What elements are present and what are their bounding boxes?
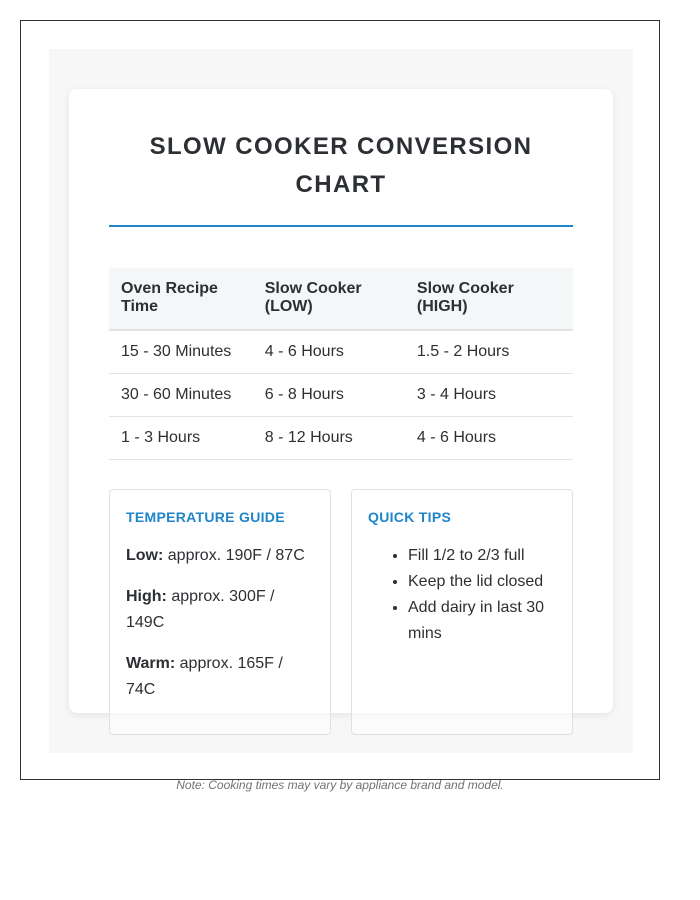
table-cell: 1 - 3 Hours (109, 417, 253, 460)
quick-tips-box (351, 489, 573, 735)
table-cell: 4 - 6 Hours (253, 330, 405, 374)
temperature-guide-box (109, 489, 331, 735)
temperature-value: approx. 165F / 74C (126, 655, 283, 698)
temperature-value: approx. 300F / 149C (126, 588, 275, 631)
table-cell: 6 - 8 Hours (253, 374, 405, 417)
temperature-guide-heading: TEMPERATURE GUIDE (126, 509, 285, 525)
table-row (109, 374, 573, 417)
table-cell: 3 - 4 Hours (405, 374, 573, 417)
list-item: • Fill 1/2 to 2/3 full (408, 543, 558, 569)
quick-tips-list (368, 543, 558, 647)
list-item: • Keep the lid closed (408, 569, 558, 595)
table-cell: 15 - 30 Minutes (109, 330, 253, 374)
footnote: Note: Cooking times may vary by appliance brand and model. (176, 778, 504, 792)
table-cell: 8 - 12 Hours (253, 417, 405, 460)
title-divider (109, 225, 573, 227)
table-row (109, 330, 573, 374)
table-cell: 30 - 60 Minutes (109, 374, 253, 417)
temperature-label: Warm: (126, 655, 176, 672)
temperature-item-low (126, 543, 316, 569)
temperature-item-high (126, 584, 316, 636)
column-header-low: Slow Cooker (LOW) (253, 268, 405, 330)
temperature-guide-list (126, 543, 316, 718)
column-header-oven: Oven Recipe Time (109, 268, 253, 330)
temperature-value: approx. 190F / 87C (167, 547, 305, 564)
temperature-label: High: (126, 588, 167, 605)
temperature-label: Low: (126, 547, 164, 564)
column-header-high: Slow Cooker (HIGH) (405, 268, 573, 330)
table-row (109, 417, 573, 460)
list-item: • Add dairy in last 30 mins (408, 595, 558, 647)
temperature-item-warm (126, 651, 316, 703)
table-cell: 1.5 - 2 Hours (405, 330, 573, 374)
table-cell: 4 - 6 Hours (405, 417, 573, 460)
table-header-row (109, 268, 573, 330)
page-title: SLOW COOKER CONVERSION CHART (149, 133, 533, 198)
quick-tips-heading: QUICK TIPS (368, 509, 452, 525)
conversion-table (109, 268, 573, 460)
